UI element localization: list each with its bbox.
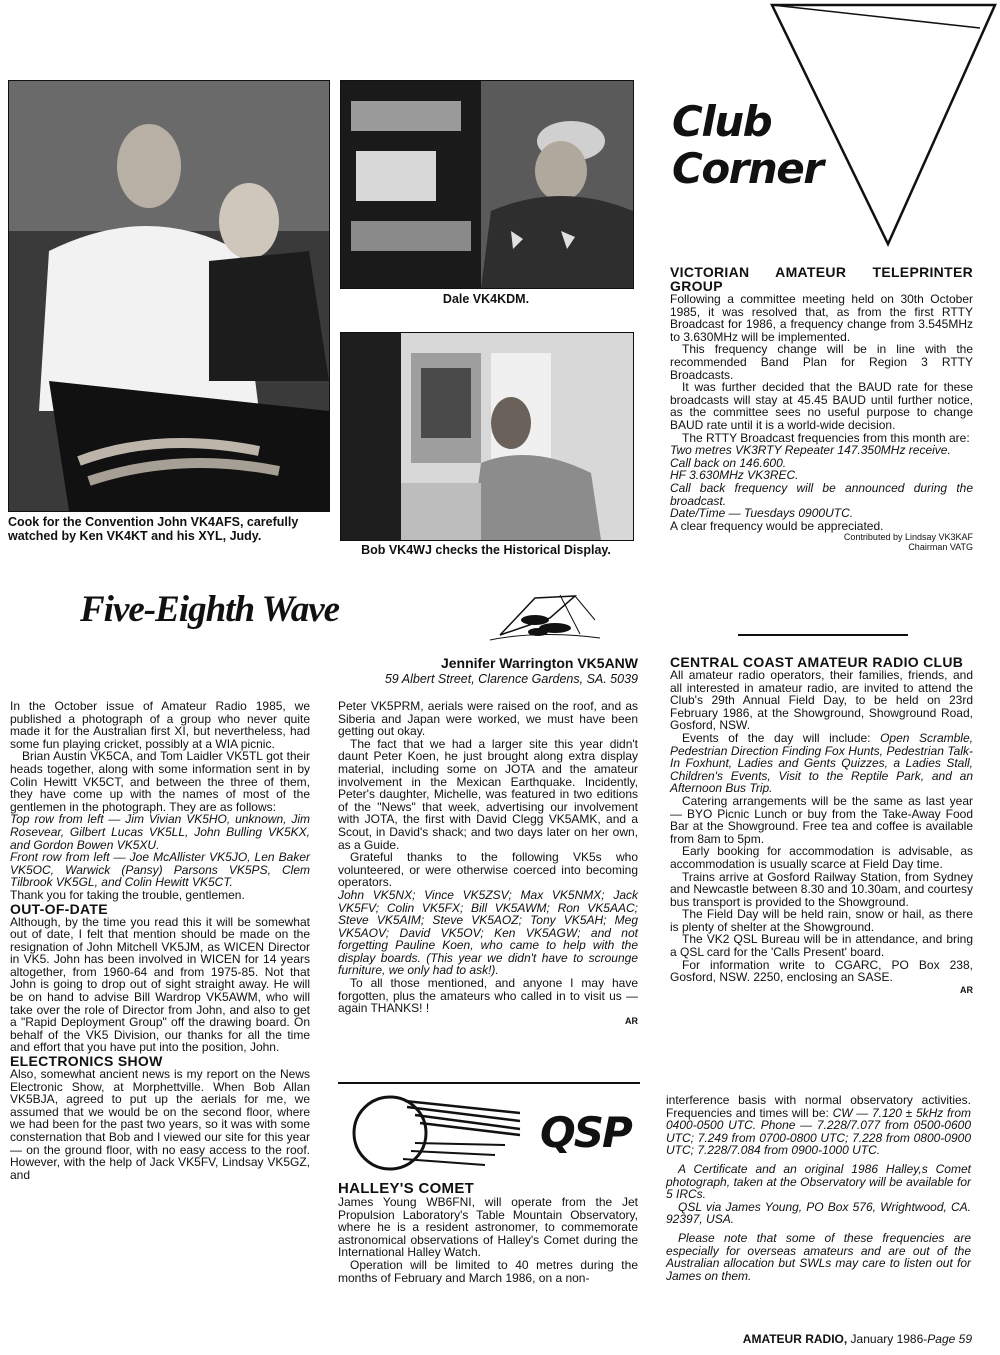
qsp-r1: [666, 1094, 971, 1157]
fe-c1-p4: Front row from left — Joe McAllister VK5JO, Len Baker VK5OC, Warwick (Pansy) Parsons VK5PS, Clem Tilbrook VK5GL, and Colin Hewitt VK5CT.: [10, 850, 310, 890]
fe-c1-p5: Thank you for taking the trouble, gentlemen.: [10, 887, 245, 902]
vatg-p4: The RTTY Broadcast frequencies from this month are:: [682, 430, 970, 445]
club-corner-title-line2: Corner: [672, 144, 823, 193]
vatg-item-4: Call back frequency will be announced during the broadcast.: [670, 480, 973, 508]
five-eighth-address: 59 Albert Street, Clarence Gardens, SA. 5039: [384, 672, 638, 686]
ccarc-p4: Early booking for accommodation is advisable, as accommodation is usually scarce at Field Day time.: [670, 844, 973, 871]
fe-heading-electronics-show: ELECTRONICS SHOW: [10, 1053, 163, 1070]
qsp-heading: HALLEY'S COMET: [338, 1180, 475, 1197]
five-eighth-author: Jennifer Warrington VK5ANW: [440, 655, 638, 671]
qsp-r3: QSL via James Young, PO Box 576, Wrightwood, CA. 92397, USA.: [666, 1199, 971, 1227]
ccarc-p2-events: Open Scramble, Pedestrian Direction Finding Fox Hunts, Pedestrian Talk-In Foxhunt, Ladies and Gents Quizzes, a Ladies Stall, Children's Events, Visit to the Reptile Park, and an Afternoon Bus Trip.: [670, 730, 973, 796]
club-corner-title-line1: Club: [672, 97, 772, 146]
caption-cook: Cook for the Convention John VK4AFS, carefully watched by Ken VK4KT and his XYL, Judy.: [8, 515, 299, 543]
vatg-p1: Following a committee meeting held on 30th October 1985, it was resolved that, as from the first RTTY Broadcast for 1986, a frequency change from 3.545MHz to 3.630MHz will be implemented.: [670, 292, 973, 344]
vatg-p3: It was further decided that the BAUD rate for these broadcasts will stay at 45.45 BAUD until further notice, as the committee sees no useful purpose to change BAUD rate until it is a world-wide decision.: [670, 380, 973, 432]
qsp-p1: James Young WB6FNI, will operate from the Jet Propulsion Laboratory's Table Mountain Observatory, where he is a resident astronomer, to commemorate astronomical observations of Halley's Comet during the International Halley Watch.: [338, 1195, 638, 1260]
ccarc-ar-mark: AR: [960, 984, 973, 995]
vatg-item-3: HF 3.630MHz VK3REC.: [670, 468, 799, 483]
vatg-article: [670, 265, 973, 552]
fe-ar-mark: AR: [625, 1015, 638, 1026]
fe-c1-p2: Brian Austin VK5CA, and Tom Laidler VK5TL got their heads together, along with some information sent in by Colin Hewitt VK5CT, and between the three of them, they have come up with the names of most of the gentlemen in the photograph. They are as follows:: [10, 749, 310, 814]
wave-antenna-icon: [480, 590, 610, 650]
qsp-r4: Please note that some of these frequencies are especially for overseas amateurs and are out of the Australian allocation but SWLs may care to listen out for James on them.: [666, 1230, 971, 1283]
five-eighth-title: Five-Eighth Wave: [80, 589, 340, 630]
photo-cook-convention: [8, 80, 330, 512]
fe-heading-out-of-date: OUT-OF-DATE: [10, 900, 108, 917]
caption-dale: Dale VK4KDM.: [442, 292, 530, 306]
photo-dale-station: [340, 80, 634, 289]
ccarc-p1: All amateur radio operators, their families, friends, and all interested in amateur radio, are invited to attend the Club's 29th Annual Field Day, to be held on 23rd February 1986, at the Showground, Showground Road, Gosford, NSW.: [670, 668, 973, 733]
ccarc-heading: CENTRAL COAST AMATEUR RADIO CLUB: [670, 654, 964, 670]
comet-icon: [345, 1093, 525, 1173]
ccarc-p8: For information write to CGARC, PO Box 238, Gosford, NSW. 2250, enclosing an SASE.: [670, 957, 973, 985]
ccarc-article: [670, 655, 973, 996]
qsp-title: QSP: [540, 1108, 631, 1157]
page-footer: [743, 1332, 972, 1346]
fe-c1-p1: In the October issue of Amateur Radio 1985, we published a photograph of a group who never quite made it for the Australian first XI, but nevertheless, had some fun playing cricket, possibly at a WIA picnic.: [10, 699, 310, 751]
footer-page: Page 59: [927, 1332, 972, 1346]
ccarc-p2: [670, 732, 973, 795]
fe-c1-p7: Also, somewhat ancient news is my report on the News Electronic Show, at Morphettville. When Bob Allan VK5BJA, agreed to put up the aerials for me, we assumed that we would be on the second floor, where we had been for the past two years, so it was with some consternation that Bob and I viewed our site for this year — on the ground floor, with no easy access to the roof. However, with the help of Jack VK5FV, Lindsay VK5GZ, and: [10, 1067, 310, 1182]
qsp-r2: A Certificate and an original 1986 Halley,s Comet photograph, taken at the Observatory will be available for 5 IRCs.: [666, 1161, 971, 1202]
vatg-credit-1: Contributed by Lindsay VK3KAF: [843, 532, 973, 543]
qsp-column-2: [666, 1094, 971, 1282]
five-eighth-column-2: [338, 700, 638, 1027]
qsp-column-1: [338, 1182, 638, 1284]
qsp-r1-lead: interference basis with normal observatory activities. Frequencies and times will be:: [666, 1093, 971, 1120]
fe-c2-p2: The fact that we had a larger site this year didn't daunt Peter Koen, he just brought along extra display material, including some on JOTA and the amateur involvement in the Mexican Earthquake. Incidently, Peter's daughter, Michelle, was featured in two editions of the "News" that week, advertising our involvement with JOTA, the first with David Clegg VK5AMK, and a Scout, in David's shack; and two days later on her own, as a Guide.: [338, 736, 638, 852]
vatg-heading: VICTORIAN AMATEUR TELEPRINTER GROUP: [670, 264, 973, 294]
fe-c2-p5: To all those mentioned, and anyone I may have forgotten, plus the amateurs who called in to visit us — again THANKS! !: [338, 976, 638, 1016]
fe-c2-p1: Peter VK5PRM, aerials were raised on the roof, and as Siberia and Japan were worked, we must have been getting out okay.: [338, 699, 638, 739]
fe-c1-p3: Top row from left — Jim Vivian VK5HO, unknown, Jim Rosevear, Gilbert Lucas VK5LL, John Bulling VK5KX, and Gordon Bowen VK5XU.: [10, 812, 310, 852]
qsp-p2: Operation will be limited to 40 metres during the months of February and March 1986, on a non-: [338, 1257, 638, 1285]
qsp-r1-frequencies: CW — 7.120 ± 5kHz from 0400-0500 UTC. Phone — 7.228/7.077 from 0500-0600 UTC; 7.249 from 0700-0800 UTC; 7.228 from 0800-0900 UTC; 7.228/7.084 from 0900-1000 UTC.: [666, 1105, 971, 1158]
fe-c2-p4: John VK5NX; Vince VK5ZSV; Max VK5NMX; Jack VK5FV; Colin VK5FX; Bill VK5AWM; Ron VK5AAC; Steve VK5AIM; Steve VK5AOZ; Tony VK5AH; Meg VK5AOV; David VK5OV; Ken VK5AGW; and not forgetting Pauline Koen, who came to help with the display boards. (This year we didn't have to scrounge furniture, we only had to ask!).: [338, 887, 638, 978]
vatg-credit-2: Chairman VATG: [908, 542, 973, 553]
vatg-p2: This frequency change will be in line with the recommended Band Plan for Region 3 RTTY Broadcasts.: [670, 342, 973, 382]
fe-c2-p3: Grateful thanks to the following VK5s who volunteered, or were otherwise coerced into becoming operators.: [338, 850, 638, 890]
ccarc-p7: The VK2 QSL Bureau will be in attendance, and bring a QSL card for the 'Calls Present' board.: [670, 932, 973, 960]
vatg-item-2: Call back on 146.600.: [670, 455, 787, 470]
vatg-item-1: Two metres VK3RTY Repeater 147.350MHz receive.: [670, 443, 951, 458]
vatg-p5: A clear frequency would be appreciated.: [670, 518, 884, 533]
caption-bob: Bob VK4WJ checks the Historical Display.: [361, 543, 611, 557]
five-eighth-column-1: [10, 700, 310, 1181]
photo-bob-historical: [340, 332, 634, 541]
qsp-top-rule: [338, 1082, 640, 1084]
fe-c1-p6: Although, by the time you read this it will be somewhat out of date, I felt that mention should be made on the resignation of John Mitchell VK5JM, as WICEN Director in VK5. John has been involved in WICEN for 14 years altogether, from 1960-64 and from 1975-85. Not that John is going to drop out of sight straight away. He will be on hand to advise Bill Wardrop VK5AWM, who will take over the role of Director from John, and also to get a "Rapid Deployment Group" off the drawing board. On behalf of the VK5 Division, our thanks for all the time and effort that you have put into the position, John.: [10, 914, 310, 1055]
vatg-item-5: Date/Time — Tuesdays 0900UTC.: [670, 506, 854, 521]
ccarc-p3: Catering arrangements will be the same as last year — BYO Picnic Lunch or buy from the Take-Away Food Bar at the Showground. Free tea and coffee is available from 8am to 5pm.: [670, 793, 973, 846]
ccarc-p2-lead: Events of the day will include:: [682, 730, 881, 745]
footer-issue: January 1986-: [847, 1332, 928, 1346]
vatg-divider: [738, 634, 908, 636]
footer-magazine: AMATEUR RADIO,: [742, 1332, 848, 1346]
ccarc-p6: The Field Day will be held rain, snow or hail, as there is plenty of shelter at the Showground.: [670, 907, 973, 934]
ccarc-p5: Trains arrive at Gosford Railway Station, from Sydney and Newcastle between 8.30 and 10.30am, and courtesy bus transport is provided to the Showground.: [670, 869, 973, 909]
